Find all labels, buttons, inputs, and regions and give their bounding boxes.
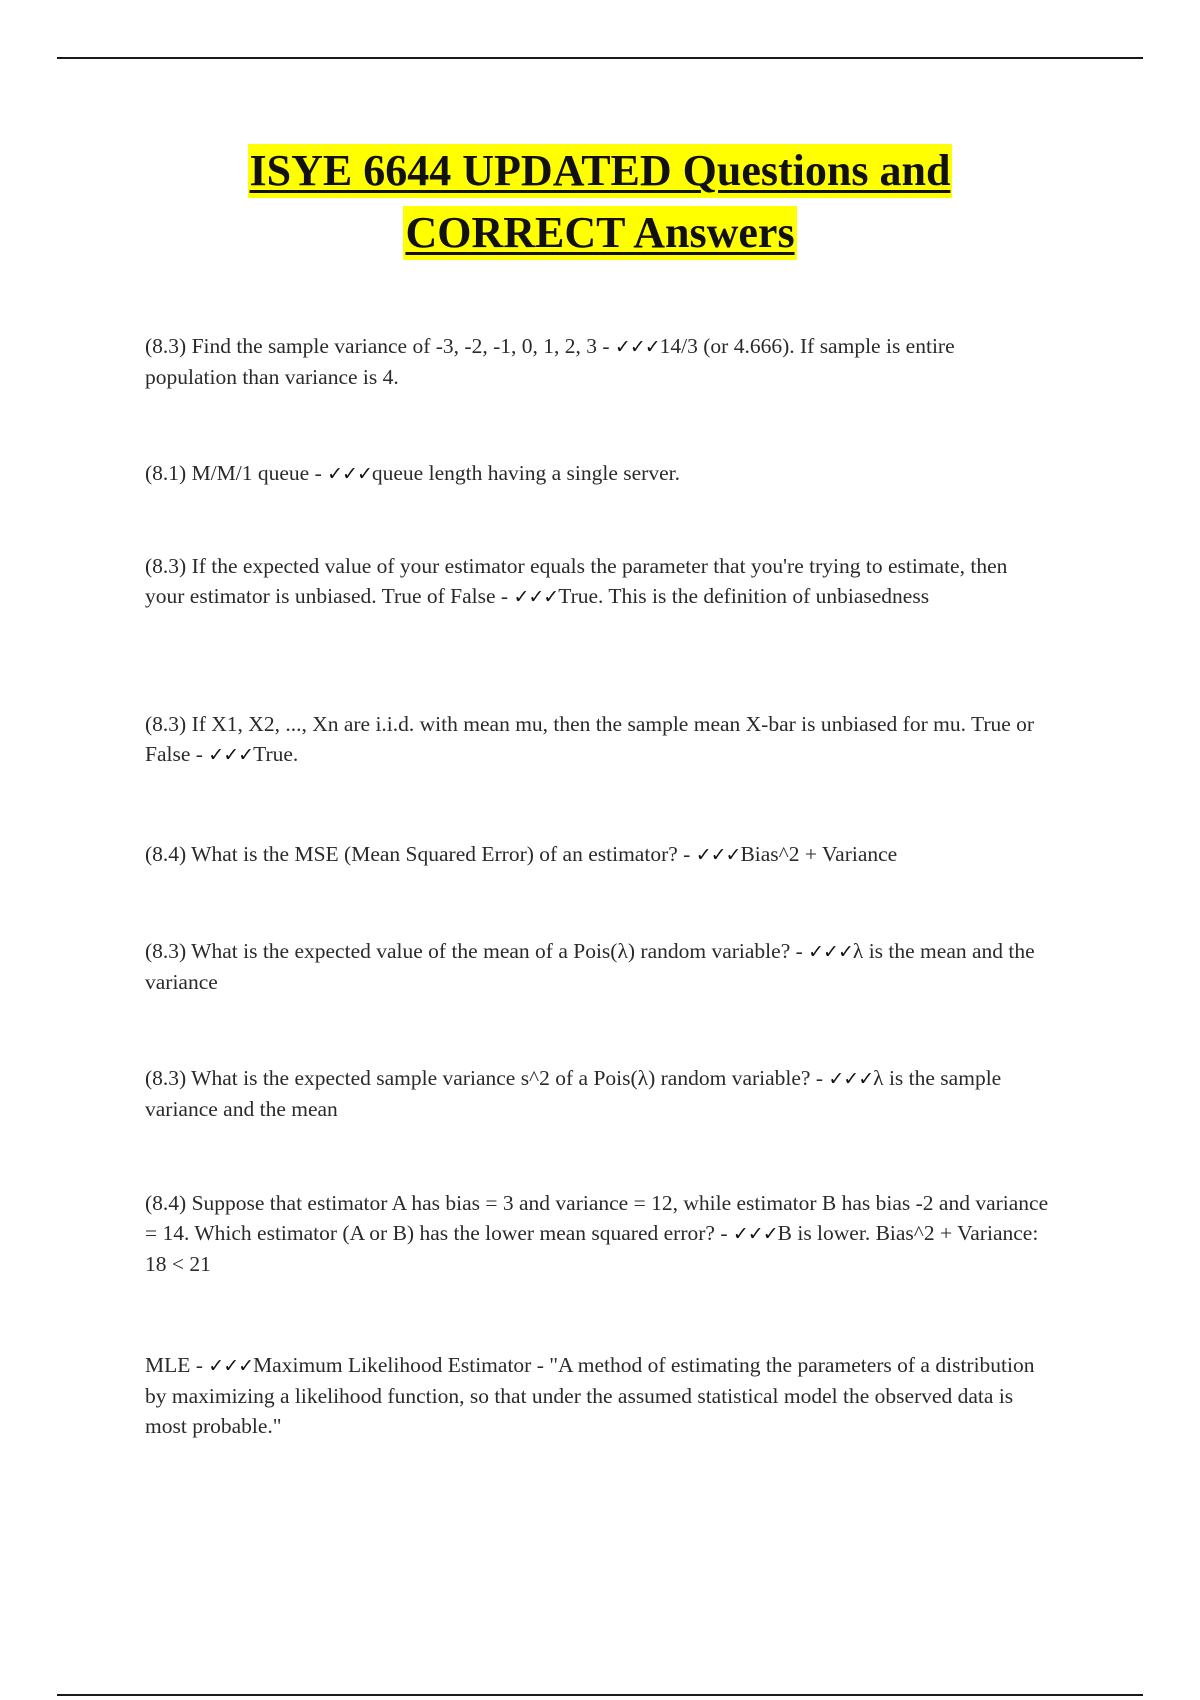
qa-item bbox=[145, 839, 1050, 870]
answer-text: B is lower. Bias^2 + Variance: 18 < 21 bbox=[145, 1221, 1039, 1276]
question-text: (8.3) If X1, X2, ..., Xn are i.i.d. with mean mu, then the sample mean X-bar is unbiased for mu. True or False - bbox=[145, 712, 1035, 766]
question-text: (8.4) What is the MSE (Mean Squared Error) of an estimator? - bbox=[145, 842, 691, 866]
qa-item bbox=[145, 1188, 1050, 1279]
qa-item bbox=[145, 936, 1050, 997]
document-title bbox=[0, 144, 1200, 268]
checkmark-icon: ✓✓✓ bbox=[327, 463, 372, 485]
header-rule bbox=[57, 57, 1143, 59]
qa-item bbox=[145, 1063, 1050, 1124]
qa-item bbox=[145, 709, 1050, 770]
question-text: (8.3) What is the expected sample variance s^2 of a Pois(λ) random variable? - bbox=[145, 1066, 824, 1090]
answer-text: Maximum Likelihood Estimator - "A method of estimating the parameters of a distribution by maximizing a likelihood function, so that under the assumed statistical model the observed data is most probable." bbox=[145, 1353, 1035, 1438]
question-text: MLE - bbox=[145, 1353, 203, 1377]
question-text: (8.1) M/M/1 queue - bbox=[145, 461, 322, 485]
qa-item bbox=[145, 1350, 1050, 1441]
question-text: (8.3) What is the expected value of the mean of a Pois(λ) random variable? - bbox=[145, 939, 803, 963]
question-text: (8.3) Find the sample variance of -3, -2, -1, 0, 1, 2, 3 - bbox=[145, 334, 610, 358]
qa-item bbox=[145, 458, 1050, 489]
checkmark-icon: ✓✓✓ bbox=[695, 844, 741, 866]
answer-text: λ is the sample variance and the mean bbox=[145, 1066, 1002, 1121]
checkmark-icon: ✓✓✓ bbox=[208, 1355, 254, 1377]
footer-rule bbox=[57, 1694, 1143, 1696]
checkmark-icon: ✓✓✓ bbox=[614, 336, 660, 358]
checkmark-icon: ✓✓✓ bbox=[828, 1068, 874, 1090]
title-line-2: CORRECT Answers bbox=[403, 206, 796, 260]
answer-text: Bias^2 + Variance bbox=[740, 842, 898, 866]
qa-item bbox=[145, 551, 1050, 612]
checkmark-icon: ✓✓✓ bbox=[513, 586, 559, 608]
answer-text: 14/3 (or 4.666). If sample is entire population than variance is 4. bbox=[145, 334, 955, 389]
checkmark-icon: ✓✓✓ bbox=[732, 1223, 778, 1245]
answer-text: queue length having a single server. bbox=[371, 461, 680, 485]
question-text: (8.4) Suppose that estimator A has bias = 3 and variance = 12, while estimator B has bias -2 and variance = 14. Which estimator (A or B) has the lower mean squared error? - bbox=[145, 1191, 1049, 1245]
answer-text: True. This is the definition of unbiasedness bbox=[558, 584, 930, 608]
question-text: (8.3) If the expected value of your estimator equals the parameter that you're trying to estimate, then your estimator is unbiased. True of False - bbox=[145, 554, 1008, 608]
checkmark-icon: ✓✓✓ bbox=[208, 744, 254, 766]
answer-text: λ is the mean and the variance bbox=[145, 939, 1035, 994]
answer-text: True. bbox=[253, 742, 299, 766]
title-line-1: ISYE 6644 UPDATED Questions and bbox=[248, 144, 953, 198]
qa-item bbox=[145, 331, 1050, 392]
checkmark-icon: ✓✓✓ bbox=[808, 941, 853, 963]
